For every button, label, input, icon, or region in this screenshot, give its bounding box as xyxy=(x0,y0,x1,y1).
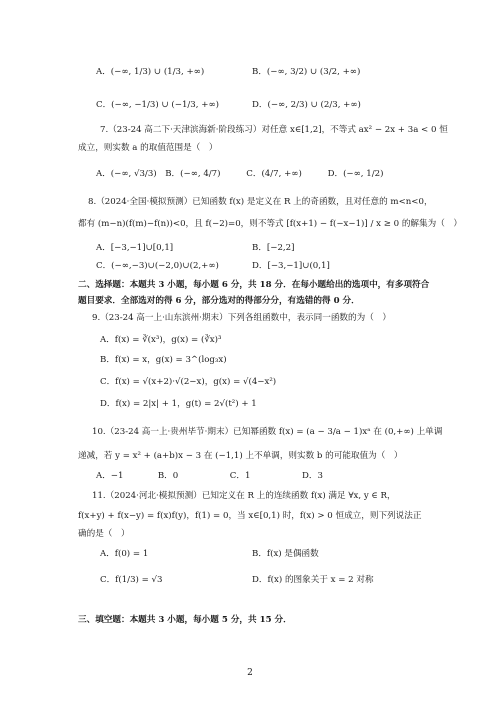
line-q8d: D．[−3,−1]∪(0,1] xyxy=(252,261,330,271)
line-q11l1: 11.（2024·河北·模拟预测）已知定义在 R 上的连续函数 f(x) 满足 ∀x, y ∈ R， xyxy=(92,491,396,501)
line-q9c: C．f(x) = √(x+2)·√(2−x)，g(x) = √(4−x²) xyxy=(100,377,277,387)
line-q11l3: 确的是（ ） xyxy=(78,529,130,539)
line-q6c: C．(−∞, −1/3) ∪ (−1/3, +∞) xyxy=(96,100,219,110)
line-q7l2: 成立，则实数 a 的取值范围是（ ） xyxy=(78,143,218,153)
line-q10l1: 10.（23-24 高一上·贵州毕节·期末）已知幂函数 f(x) = (a − 3/a − 1)xᵃ 在 (0,+∞) 上单调 xyxy=(92,427,443,437)
line-q11a: A．f(0) = 1 xyxy=(100,549,149,559)
line-q9b: B．f(x) = x，g(x) = 3^(log₃x) xyxy=(100,355,227,365)
line-q8a: A．[−3,−1]∪[0,1] xyxy=(96,243,174,253)
line-q7l1: 7.（23-24 高二下·天津滨海新·阶段练习）对任意 x∈[1,2]，不等式 ax² − 2x + 3a < 0 恒 xyxy=(100,125,448,135)
line-q8l2: 都有 (m−n)(f(m)−f(n))<0，且 f(−2)=0，则不等式 [f(x+1) − f(−x−1)] / x ≥ 0 的解集为（ ） xyxy=(78,219,462,229)
line-s2l2: 题目要求．全部选对的得 6 分，部分选对的得部分分，有选错的得 0 分． xyxy=(78,296,360,306)
line-q9d: D．f(x) = 2|x| + 1，g(t) = 2√(t²) + 1 xyxy=(100,399,257,409)
line-q11l2: f(x+y) + f(x−y) = f(x)f(y)，f(1) = 0，当 x∈[0,1) 时，f(x) > 0 恒成立，则下列说法正 xyxy=(78,511,422,521)
line-q6a: A．(−∞, 1/3) ∪ (1/3, +∞) xyxy=(96,67,205,77)
page-number: 2 xyxy=(247,668,253,678)
line-q8l1: 8.（2024·全国·模拟预测）已知函数 f(x) 是定义在 R 上的奇函数，且对任意的 m<n<0， xyxy=(88,197,433,207)
line-q9l1: 9.（23-24 高一上·山东滨州·期末）下列各组函数中，表示同一函数的为（ ） xyxy=(92,313,391,323)
line-q9a: A．f(x) = ∛(x³)，g(x) = (∛x)³ xyxy=(100,335,222,345)
line-q11c: C．f(1/3) = √3 xyxy=(100,575,163,585)
line-q8b: B．[−2,2] xyxy=(252,243,295,253)
line-q10opts: A．−1 B．0 C．1 D．3 xyxy=(96,471,323,481)
line-q7opts: A．(−∞, √3/3) B．(−∞, 4/7) C．(4/7, +∞) D．(−∞, 1/2) xyxy=(96,169,384,179)
line-q11b: B．f(x) 是偶函数 xyxy=(252,549,319,559)
line-q6b: B．(−∞, 3/2) ∪ (3/2, +∞) xyxy=(252,67,361,77)
line-s2l1: 二、选择题：本题共 3 小题，每小题 6 分，共 18 分．在每小题给出的选项中，有多项符合 xyxy=(78,280,430,290)
line-q10l2: 递减，若 y = x² + (a+b)x − 3 在 (−1,1) 上不单调，则实数 b 的可能取值为（ ） xyxy=(78,451,403,461)
line-q11d: D．f(x) 的图象关于 x = 2 对称 xyxy=(252,575,374,585)
line-q8c: C．(−∞,−3)∪(−2,0)∪(2,+∞) xyxy=(96,261,219,271)
line-q6d: D．(−∞, 2/3) ∪ (2/3, +∞) xyxy=(252,100,361,110)
line-s3: 三、填空题：本题共 3 小题，每小题 5 分，共 15 分． xyxy=(78,615,292,625)
